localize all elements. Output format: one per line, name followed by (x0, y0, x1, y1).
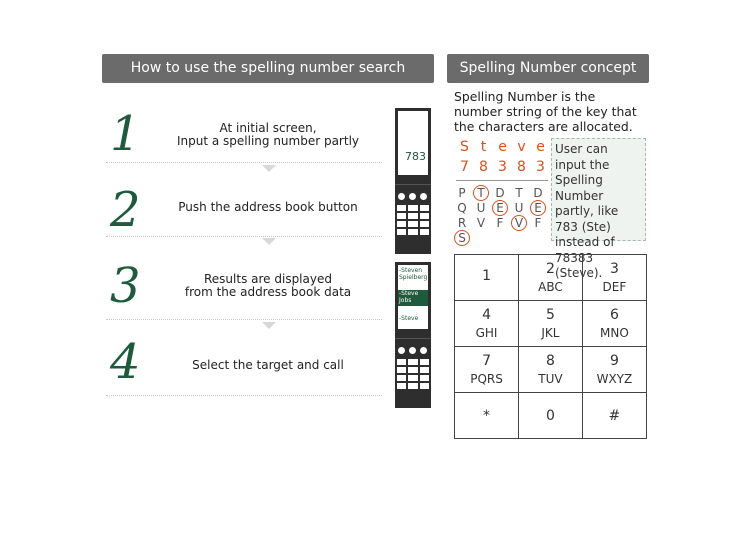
divider (106, 319, 382, 320)
letter: t (480, 139, 487, 155)
phone-screen-illustration (395, 108, 431, 178)
button-dot (409, 193, 416, 200)
key-8[interactable] (519, 347, 583, 393)
phone-display-number: 783 (405, 150, 426, 163)
phone-keypad-illustration (395, 332, 431, 408)
note-box: User can input the Spelling Number partly, like 783 (Ste) instead of 78383 (Steve). (551, 138, 646, 241)
step-3-line2: from the address book data (184, 285, 352, 299)
digit: 8 (517, 159, 526, 175)
down-arrow-icon (262, 238, 276, 245)
result-item: -Steve (399, 315, 419, 322)
key-digit: 8 (545, 353, 555, 369)
key-digit: 5 (545, 307, 555, 323)
key-7[interactable] (455, 347, 519, 393)
map-char: F (496, 216, 504, 230)
phone-display (398, 111, 428, 175)
map-char-highlight: S (454, 230, 470, 246)
key-letters: MNO (600, 326, 629, 340)
step-4-text (160, 359, 376, 372)
concept-description (454, 89, 654, 134)
key-digit: 2 (545, 261, 555, 277)
step-3-number: 3 (110, 258, 141, 314)
digit: 8 (479, 159, 488, 175)
step-2-number: 2 (110, 182, 141, 238)
key-digit: 9 (609, 353, 619, 369)
keypad-grid (397, 205, 429, 235)
left-header: How to use the spelling number search function (102, 54, 434, 83)
key-digit: 7 (482, 353, 491, 369)
step-2-line1: Push the address book button (178, 200, 358, 214)
concept-line: Spelling Number is the (454, 89, 596, 104)
key-hash[interactable] (582, 393, 646, 439)
digits-row (455, 159, 550, 175)
button-dot (420, 347, 427, 354)
divider (106, 395, 382, 396)
button-dot (398, 193, 405, 200)
step-1-line1: At initial screen, (219, 121, 317, 135)
key-letters: ABC (538, 280, 563, 294)
step-1-number: 1 (110, 106, 141, 162)
map-char: F (534, 216, 542, 230)
digit: 3 (498, 159, 507, 175)
step-1-text (160, 122, 376, 148)
key-9[interactable] (582, 347, 646, 393)
keypad-grid (397, 359, 429, 389)
button-dot (409, 347, 416, 354)
key-letters: JKL (541, 326, 560, 340)
letter: v (517, 139, 526, 155)
key-letters: GHI (475, 326, 498, 340)
map-char-highlight: E (492, 200, 508, 216)
key-digit: # (608, 407, 621, 424)
key-6[interactable] (582, 301, 646, 347)
phone-keypad-illustration (395, 178, 431, 254)
step-4-line1: Select the target and call (192, 358, 344, 372)
key-digit: 1 (482, 268, 491, 284)
key-letters: TUV (538, 372, 563, 386)
key-letters: DEF (602, 280, 627, 294)
divider (106, 236, 382, 237)
map-char-highlight: T (473, 185, 489, 201)
map-char: U (476, 201, 486, 215)
step-4-number: 4 (110, 334, 141, 390)
down-arrow-icon (262, 322, 276, 329)
step-3-text (160, 273, 376, 299)
map-char: U (514, 201, 524, 215)
map-char: T (515, 186, 523, 200)
map-char-highlight: V (511, 215, 527, 231)
key-letters: WXYZ (596, 372, 633, 386)
phone-results-list (398, 265, 428, 329)
result-item-selected: -Steve Jobs (398, 290, 428, 306)
key-digit: 4 (482, 307, 491, 323)
map-char: R (457, 216, 467, 230)
step-3-line1: Results are displayed (204, 272, 332, 286)
digit: 3 (536, 159, 545, 175)
letter: e (536, 139, 545, 155)
key-digit: 3 (609, 261, 619, 277)
button-dot (398, 347, 405, 354)
key-digit: 6 (609, 307, 619, 323)
letters-row (455, 139, 550, 155)
map-char: Q (457, 201, 467, 215)
letter: S (460, 139, 469, 155)
mapping-row (454, 215, 546, 231)
concept-line: the characters are allocated. (454, 119, 633, 134)
map-char: P (458, 186, 466, 200)
result-item: -Steven Spielberg (399, 267, 428, 281)
button-dot (420, 193, 427, 200)
key-digit: 0 (545, 407, 555, 424)
mapping-row (454, 230, 470, 246)
key-3[interactable] (582, 255, 646, 301)
key-2[interactable] (519, 255, 583, 301)
key-0[interactable] (519, 393, 583, 439)
map-char: D (495, 186, 505, 200)
key-digit: * (483, 407, 491, 424)
down-arrow-icon (262, 165, 276, 172)
key-star[interactable] (455, 393, 519, 439)
divider (456, 180, 548, 181)
letter: e (498, 139, 507, 155)
digit: 7 (460, 159, 469, 175)
mapping-row (454, 200, 546, 216)
map-char: V (476, 216, 486, 230)
map-char-highlight: E (530, 200, 546, 216)
keypad (454, 254, 647, 439)
divider (106, 162, 382, 163)
step-2-text (160, 201, 376, 214)
phone-results-illustration (395, 262, 431, 332)
key-letters: PQRS (470, 372, 503, 386)
right-header: Spelling Number concept (447, 54, 649, 83)
key-1[interactable] (455, 255, 519, 301)
key-5[interactable] (519, 301, 583, 347)
map-char: D (533, 186, 543, 200)
key-4[interactable] (455, 301, 519, 347)
concept-line: number string of the key that (454, 104, 637, 119)
mapping-row (454, 185, 546, 201)
step-1-line2: Input a spelling number partly (176, 134, 360, 148)
